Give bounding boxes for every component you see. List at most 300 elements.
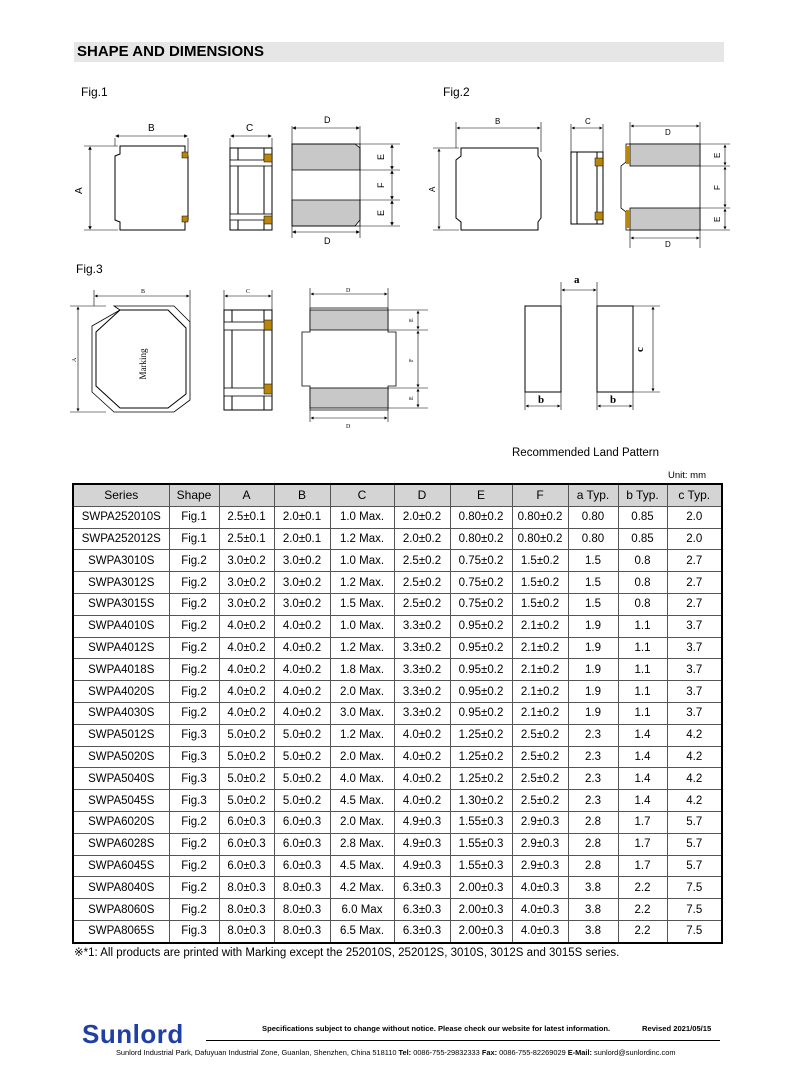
fax-value: 0086-755-82269029 xyxy=(499,1048,566,1057)
table-cell: 2.5±0.1 xyxy=(219,506,274,528)
fig1-dim-c: C xyxy=(246,123,254,134)
footer-address xyxy=(116,1048,676,1057)
table-cell: SWPA3010S xyxy=(73,550,169,572)
table-cell: 2.2 xyxy=(618,899,667,921)
table-cell: 1.4 xyxy=(618,790,667,812)
table-cell: 2.9±0.3 xyxy=(512,811,568,833)
table-cell: 1.5±0.2 xyxy=(512,593,568,615)
table-cell: 3.0±0.2 xyxy=(219,593,274,615)
table-cell: 2.1±0.2 xyxy=(512,615,568,637)
table-row xyxy=(73,506,722,528)
table-cell: 0.80±0.2 xyxy=(450,506,512,528)
table-cell: Fig.2 xyxy=(169,702,219,724)
table-cell: 2.3 xyxy=(568,768,618,790)
table-cell: Fig.3 xyxy=(169,746,219,768)
table-cell: SWPA5040S xyxy=(73,768,169,790)
address-text: Sunlord Industrial Park, Dafuyuan Industrial Zone, Guanlan, Shenzhen, China 518110 xyxy=(116,1048,397,1057)
fig1-dim-d-bottom: D xyxy=(324,236,331,246)
table-cell: 1.25±0.2 xyxy=(450,746,512,768)
table-cell: 1.4 xyxy=(618,746,667,768)
table-cell: 2.9±0.3 xyxy=(512,855,568,877)
fig1-dim-e-top: E xyxy=(376,153,386,160)
table-cell: 1.1 xyxy=(618,615,667,637)
sunlord-logo: Sunlord xyxy=(82,1019,184,1049)
table-cell: 0.80 xyxy=(568,528,618,550)
table-cell: 2.9±0.3 xyxy=(512,833,568,855)
fig1-top-view xyxy=(74,123,188,230)
table-cell: 4.0 Max. xyxy=(330,768,394,790)
table-cell: 8.0±0.3 xyxy=(219,877,274,899)
table-cell: 3.0±0.2 xyxy=(274,550,330,572)
table-row xyxy=(73,681,722,703)
table-cell: 2.5±0.2 xyxy=(394,550,450,572)
table-cell: 1.5 xyxy=(568,572,618,594)
fig3-dim-f: F xyxy=(409,358,415,362)
table-cell: 1.9 xyxy=(568,615,618,637)
table-cell: 4.0±0.2 xyxy=(394,746,450,768)
table-cell: 2.1±0.2 xyxy=(512,702,568,724)
column-header: D xyxy=(394,484,450,506)
table-cell: 6.0±0.3 xyxy=(274,855,330,877)
table-cell: 0.95±0.2 xyxy=(450,637,512,659)
table-cell: 6.0±0.3 xyxy=(274,811,330,833)
table-cell: Fig.2 xyxy=(169,811,219,833)
table-cell: 3.7 xyxy=(667,681,722,703)
table-row xyxy=(73,768,722,790)
table-cell: 2.5±0.2 xyxy=(512,768,568,790)
table-cell: 1.55±0.3 xyxy=(450,833,512,855)
table-row xyxy=(73,702,722,724)
table-cell: SWPA4030S xyxy=(73,702,169,724)
table-row xyxy=(73,615,722,637)
table-cell: SWPA6028S xyxy=(73,833,169,855)
table-cell: 4.0±0.3 xyxy=(512,899,568,921)
table-cell: 4.2 Max. xyxy=(330,877,394,899)
table-cell: 3.0±0.2 xyxy=(219,550,274,572)
table-cell: 2.2 xyxy=(618,877,667,899)
table-cell: 5.7 xyxy=(667,855,722,877)
table-cell: 3.3±0.2 xyxy=(394,659,450,681)
table-row xyxy=(73,593,722,615)
table-cell: 4.9±0.3 xyxy=(394,833,450,855)
footer-rule xyxy=(206,1040,720,1041)
fig2-dim-f: F xyxy=(713,185,722,190)
fig3-dim-a: A xyxy=(72,357,78,362)
table-cell: 4.0±0.2 xyxy=(219,659,274,681)
table-cell: 1.0 Max. xyxy=(330,550,394,572)
table-cell: 3.3±0.2 xyxy=(394,637,450,659)
column-header: C xyxy=(330,484,394,506)
email-value: sunlord@sunlordinc.com xyxy=(594,1048,676,1057)
fig2-dim-d-bottom: D xyxy=(665,240,671,249)
table-cell: 3.3±0.2 xyxy=(394,615,450,637)
table-cell: 4.5 Max. xyxy=(330,855,394,877)
table-cell: 6.0±0.3 xyxy=(274,833,330,855)
tel-value: 0086-755-29832333 xyxy=(413,1048,480,1057)
table-cell: 0.80±0.2 xyxy=(512,528,568,550)
table-cell: 0.95±0.2 xyxy=(450,615,512,637)
land-dim-c: c xyxy=(634,347,646,352)
table-cell: 0.85 xyxy=(618,528,667,550)
table-cell: 3.7 xyxy=(667,615,722,637)
table-cell: 2.00±0.3 xyxy=(450,920,512,942)
table-cell: 5.0±0.2 xyxy=(219,746,274,768)
table-cell: 4.0±0.2 xyxy=(274,659,330,681)
table-cell: 1.55±0.3 xyxy=(450,811,512,833)
fig2-side-view xyxy=(571,117,603,224)
land-dim-b-left: b xyxy=(538,394,545,406)
table-cell: Fig.2 xyxy=(169,550,219,572)
table-cell: 3.8 xyxy=(568,920,618,942)
table-cell: 2.0±0.2 xyxy=(394,528,450,550)
table-cell: Fig.2 xyxy=(169,572,219,594)
table-cell: 2.00±0.3 xyxy=(450,877,512,899)
table-cell: 1.25±0.2 xyxy=(450,768,512,790)
land-dim-b-right: b xyxy=(610,394,617,406)
fig2-dim-a: A xyxy=(428,186,437,192)
table-cell: 1.1 xyxy=(618,681,667,703)
table-cell: 4.9±0.3 xyxy=(394,811,450,833)
table-cell: 0.95±0.2 xyxy=(450,702,512,724)
table-cell: 4.9±0.3 xyxy=(394,855,450,877)
table-cell: 5.7 xyxy=(667,811,722,833)
table-cell: 0.80±0.2 xyxy=(450,528,512,550)
fig3-dim-d-top: D xyxy=(346,288,351,294)
table-cell: 1.30±0.2 xyxy=(450,790,512,812)
table-row xyxy=(73,790,722,812)
table-cell: Fig.2 xyxy=(169,833,219,855)
land-dim-a: a xyxy=(574,274,580,286)
table-cell: 3.0±0.2 xyxy=(219,572,274,594)
table-cell: 5.0±0.2 xyxy=(219,790,274,812)
fig3-dim-e-bottom: E xyxy=(409,396,415,400)
table-body xyxy=(73,506,722,942)
table-cell: 0.80±0.2 xyxy=(512,506,568,528)
table-cell: SWPA3012S xyxy=(73,572,169,594)
column-header: b Typ. xyxy=(618,484,667,506)
table-cell: 6.3±0.3 xyxy=(394,877,450,899)
fig1-dim-d-top: D xyxy=(324,115,331,125)
table-cell: 4.0±0.2 xyxy=(219,615,274,637)
table-cell: 1.5 Max. xyxy=(330,593,394,615)
table-cell: 1.0 Max. xyxy=(330,506,394,528)
fig1-dim-b: B xyxy=(148,123,155,134)
fig2-drawing xyxy=(425,108,745,258)
table-cell: 2.8 xyxy=(568,833,618,855)
fig3-dim-c: C xyxy=(246,289,251,295)
table-cell: 2.3 xyxy=(568,790,618,812)
table-cell: 2.1±0.2 xyxy=(512,637,568,659)
table-cell: 4.0±0.2 xyxy=(219,702,274,724)
table-cell: 5.0±0.2 xyxy=(219,724,274,746)
table-cell: SWPA5012S xyxy=(73,724,169,746)
table-cell: 1.9 xyxy=(568,702,618,724)
table-cell: 4.0±0.2 xyxy=(274,615,330,637)
fig2-dim-e-top: E xyxy=(713,152,722,158)
table-cell: 1.2 Max. xyxy=(330,528,394,550)
table-cell: 1.5±0.2 xyxy=(512,550,568,572)
section-title: SHAPE AND DIMENSIONS xyxy=(77,43,264,60)
footer-disclaimer: Specifications subject to change without notice. Please check our website for latest information. xyxy=(262,1024,611,1033)
fig3-dim-b: B xyxy=(141,289,146,295)
table-cell: 0.95±0.2 xyxy=(450,659,512,681)
fig3-marking-text: Marking xyxy=(138,348,148,380)
dimensions-table xyxy=(72,483,723,944)
table-row xyxy=(73,855,722,877)
table-cell: 6.0±0.3 xyxy=(219,833,274,855)
table-cell: SWPA4020S xyxy=(73,681,169,703)
table-cell: 1.7 xyxy=(618,855,667,877)
table-cell: 2.7 xyxy=(667,593,722,615)
fig1-label: Fig.1 xyxy=(81,85,108,99)
table-cell: 3.8 xyxy=(568,877,618,899)
table-row xyxy=(73,550,722,572)
table-cell: 6.3±0.3 xyxy=(394,920,450,942)
table-cell: 2.5±0.2 xyxy=(512,724,568,746)
table-row xyxy=(73,811,722,833)
table-cell: 1.9 xyxy=(568,659,618,681)
fig3-dim-e-top: E xyxy=(409,318,415,322)
column-header: F xyxy=(512,484,568,506)
table-cell: 6.0 Max xyxy=(330,899,394,921)
table-cell: 6.3±0.3 xyxy=(394,899,450,921)
table-cell: 4.2 xyxy=(667,746,722,768)
table-cell: 7.5 xyxy=(667,920,722,942)
column-header: a Typ. xyxy=(568,484,618,506)
table-cell: SWPA4010S xyxy=(73,615,169,637)
table-cell: 4.0±0.2 xyxy=(274,681,330,703)
table-cell: 6.5 Max. xyxy=(330,920,394,942)
table-cell: 2.0 xyxy=(667,528,722,550)
table-cell: Fig.2 xyxy=(169,681,219,703)
column-header: Series xyxy=(73,484,169,506)
table-cell: 1.25±0.2 xyxy=(450,724,512,746)
table-row xyxy=(73,572,722,594)
table-row xyxy=(73,833,722,855)
table-row xyxy=(73,877,722,899)
table-cell: 2.0 xyxy=(667,506,722,528)
table-cell: 8.0±0.3 xyxy=(274,877,330,899)
fax-label: Fax: xyxy=(481,1048,498,1057)
fig2-label: Fig.2 xyxy=(443,85,470,99)
fig1-dim-a: A xyxy=(74,187,85,194)
table-cell: 4.2 xyxy=(667,768,722,790)
table-cell: 0.8 xyxy=(618,572,667,594)
table-cell: 2.3 xyxy=(568,724,618,746)
fig2-bottom-view xyxy=(621,122,730,249)
footer-revised: Revised 2021/05/15 xyxy=(642,1024,712,1033)
table-cell: 1.1 xyxy=(618,637,667,659)
fig2-top-view xyxy=(428,117,541,230)
table-row xyxy=(73,724,722,746)
land-pad-left xyxy=(525,306,561,392)
table-cell: Fig.2 xyxy=(169,855,219,877)
table-cell: 4.0±0.2 xyxy=(274,702,330,724)
table-cell: 7.5 xyxy=(667,899,722,921)
table-cell: 2.0 Max. xyxy=(330,746,394,768)
table-cell: 1.7 xyxy=(618,811,667,833)
table-cell: 2.8 Max. xyxy=(330,833,394,855)
table-cell: 5.0±0.2 xyxy=(274,768,330,790)
table-cell: 3.3±0.2 xyxy=(394,702,450,724)
fig3-top-view xyxy=(70,289,190,412)
fig1-dim-e-bottom: E xyxy=(376,209,386,216)
table-cell: 2.0 Max. xyxy=(330,681,394,703)
fig1-dim-f: F xyxy=(376,182,386,188)
table-cell: 3.0 Max. xyxy=(330,702,394,724)
table-cell: 5.0±0.2 xyxy=(274,724,330,746)
table-cell: 1.1 xyxy=(618,702,667,724)
table-cell: SWPA8040S xyxy=(73,877,169,899)
table-cell: 0.8 xyxy=(618,550,667,572)
table-cell: 3.8 xyxy=(568,899,618,921)
table-cell: 4.0±0.2 xyxy=(394,724,450,746)
table-cell: SWPA8065S xyxy=(73,920,169,942)
table-cell: 4.0±0.3 xyxy=(512,920,568,942)
table-cell: 4.0±0.2 xyxy=(394,790,450,812)
tel-label: Tel: xyxy=(398,1048,412,1057)
table-cell: 8.0±0.3 xyxy=(274,899,330,921)
table-cell: 0.75±0.2 xyxy=(450,572,512,594)
table-cell: SWPA4018S xyxy=(73,659,169,681)
table-cell: 4.0±0.2 xyxy=(219,681,274,703)
table-cell: 8.0±0.3 xyxy=(219,899,274,921)
table-cell: 0.75±0.2 xyxy=(450,593,512,615)
fig1-side-view xyxy=(230,123,272,230)
table-cell: SWPA5045S xyxy=(73,790,169,812)
table-row xyxy=(73,659,722,681)
table-cell: 2.0±0.1 xyxy=(274,528,330,550)
table-cell: 2.7 xyxy=(667,550,722,572)
table-cell: 3.7 xyxy=(667,659,722,681)
table-cell: 4.0±0.2 xyxy=(274,637,330,659)
table-cell: 2.3 xyxy=(568,746,618,768)
table-cell: 2.5±0.2 xyxy=(512,790,568,812)
table-cell: 1.2 Max. xyxy=(330,724,394,746)
fig2-dim-c: C xyxy=(585,117,591,126)
table-cell: Fig.1 xyxy=(169,528,219,550)
fig3-bottom-view xyxy=(302,288,428,430)
fig3-side-view xyxy=(224,289,272,410)
table-cell: 1.1 xyxy=(618,659,667,681)
table-cell: 1.5 xyxy=(568,593,618,615)
table-cell: 2.5±0.2 xyxy=(394,593,450,615)
table-cell: 5.0±0.2 xyxy=(219,768,274,790)
table-cell: 2.0±0.2 xyxy=(394,506,450,528)
table-cell: 2.2 xyxy=(618,920,667,942)
table-cell: 1.9 xyxy=(568,637,618,659)
table-cell: Fig.3 xyxy=(169,790,219,812)
table-cell: SWPA5020S xyxy=(73,746,169,768)
table-cell: Fig.2 xyxy=(169,659,219,681)
table-cell: 4.0±0.2 xyxy=(219,637,274,659)
table-cell: Fig.1 xyxy=(169,506,219,528)
table-cell: 3.0±0.2 xyxy=(274,572,330,594)
table-cell: 7.5 xyxy=(667,877,722,899)
table-cell: 2.5±0.2 xyxy=(512,746,568,768)
email-label: E-Mail: xyxy=(567,1048,592,1057)
table-cell: 1.2 Max. xyxy=(330,637,394,659)
table-cell: 1.4 xyxy=(618,768,667,790)
table-cell: 2.00±0.3 xyxy=(450,899,512,921)
table-cell: SWPA8060S xyxy=(73,899,169,921)
table-cell: 1.5 xyxy=(568,550,618,572)
table-cell: 3.7 xyxy=(667,637,722,659)
table-cell: 0.80 xyxy=(568,506,618,528)
land-pattern-caption: Recommended Land Pattern xyxy=(512,447,660,459)
table-cell: 1.55±0.3 xyxy=(450,855,512,877)
table-cell: 2.5±0.2 xyxy=(394,572,450,594)
table-cell: 8.0±0.3 xyxy=(274,920,330,942)
table-cell: 4.2 xyxy=(667,790,722,812)
table-cell: 2.5±0.1 xyxy=(219,528,274,550)
column-header: c Typ. xyxy=(667,484,722,506)
table-cell: SWPA6020S xyxy=(73,811,169,833)
fig3-label: Fig.3 xyxy=(76,262,103,276)
table-cell: 5.0±0.2 xyxy=(274,790,330,812)
table-cell: 5.0±0.2 xyxy=(274,746,330,768)
table-cell: SWPA252012S xyxy=(73,528,169,550)
table-cell: Fig.3 xyxy=(169,920,219,942)
table-cell: 0.85 xyxy=(618,506,667,528)
table-cell: 4.5 Max. xyxy=(330,790,394,812)
table-cell: Fig.2 xyxy=(169,593,219,615)
fig3-drawing xyxy=(66,282,436,432)
fig1-drawing xyxy=(70,108,410,248)
table-cell: SWPA252010S xyxy=(73,506,169,528)
table-cell: Fig.3 xyxy=(169,768,219,790)
table-cell: 0.75±0.2 xyxy=(450,550,512,572)
table-row xyxy=(73,899,722,921)
table-cell: 1.5±0.2 xyxy=(512,572,568,594)
table-cell: 1.0 Max. xyxy=(330,615,394,637)
table-cell: 4.2 xyxy=(667,724,722,746)
table-cell: 1.7 xyxy=(618,833,667,855)
footnote: ※*1: All products are printed with Marking except the 252010S, 252012S, 3010S, 3012S and 3015S series. xyxy=(74,947,620,959)
table-cell: 2.7 xyxy=(667,572,722,594)
table-cell: 1.8 Max. xyxy=(330,659,394,681)
column-header: Shape xyxy=(169,484,219,506)
table-cell: 4.0±0.2 xyxy=(394,768,450,790)
table-cell: 5.7 xyxy=(667,833,722,855)
column-header: E xyxy=(450,484,512,506)
table-cell: Fig.3 xyxy=(169,724,219,746)
table-cell: Fig.2 xyxy=(169,615,219,637)
table-cell: 6.0±0.3 xyxy=(219,811,274,833)
table-cell: 1.4 xyxy=(618,724,667,746)
land-pattern-drawing xyxy=(505,272,675,422)
table-cell: 2.0±0.1 xyxy=(274,506,330,528)
table-cell: SWPA4012S xyxy=(73,637,169,659)
table-row xyxy=(73,528,722,550)
table-cell: 2.1±0.2 xyxy=(512,659,568,681)
table-cell: 2.8 xyxy=(568,811,618,833)
fig2-dim-e-bottom: E xyxy=(713,216,722,222)
table-cell: 2.0 Max. xyxy=(330,811,394,833)
land-pad-right xyxy=(597,306,633,392)
table-cell: Fig.2 xyxy=(169,637,219,659)
fig2-dim-b: B xyxy=(495,117,501,126)
table-cell: 4.0±0.3 xyxy=(512,877,568,899)
table-cell: 3.0±0.2 xyxy=(274,593,330,615)
table-row xyxy=(73,920,722,942)
table-cell: 2.8 xyxy=(568,855,618,877)
table-cell: SWPA6045S xyxy=(73,855,169,877)
table-cell: Fig.2 xyxy=(169,899,219,921)
table-cell: SWPA3015S xyxy=(73,593,169,615)
table-cell: Fig.2 xyxy=(169,877,219,899)
column-header: A xyxy=(219,484,274,506)
